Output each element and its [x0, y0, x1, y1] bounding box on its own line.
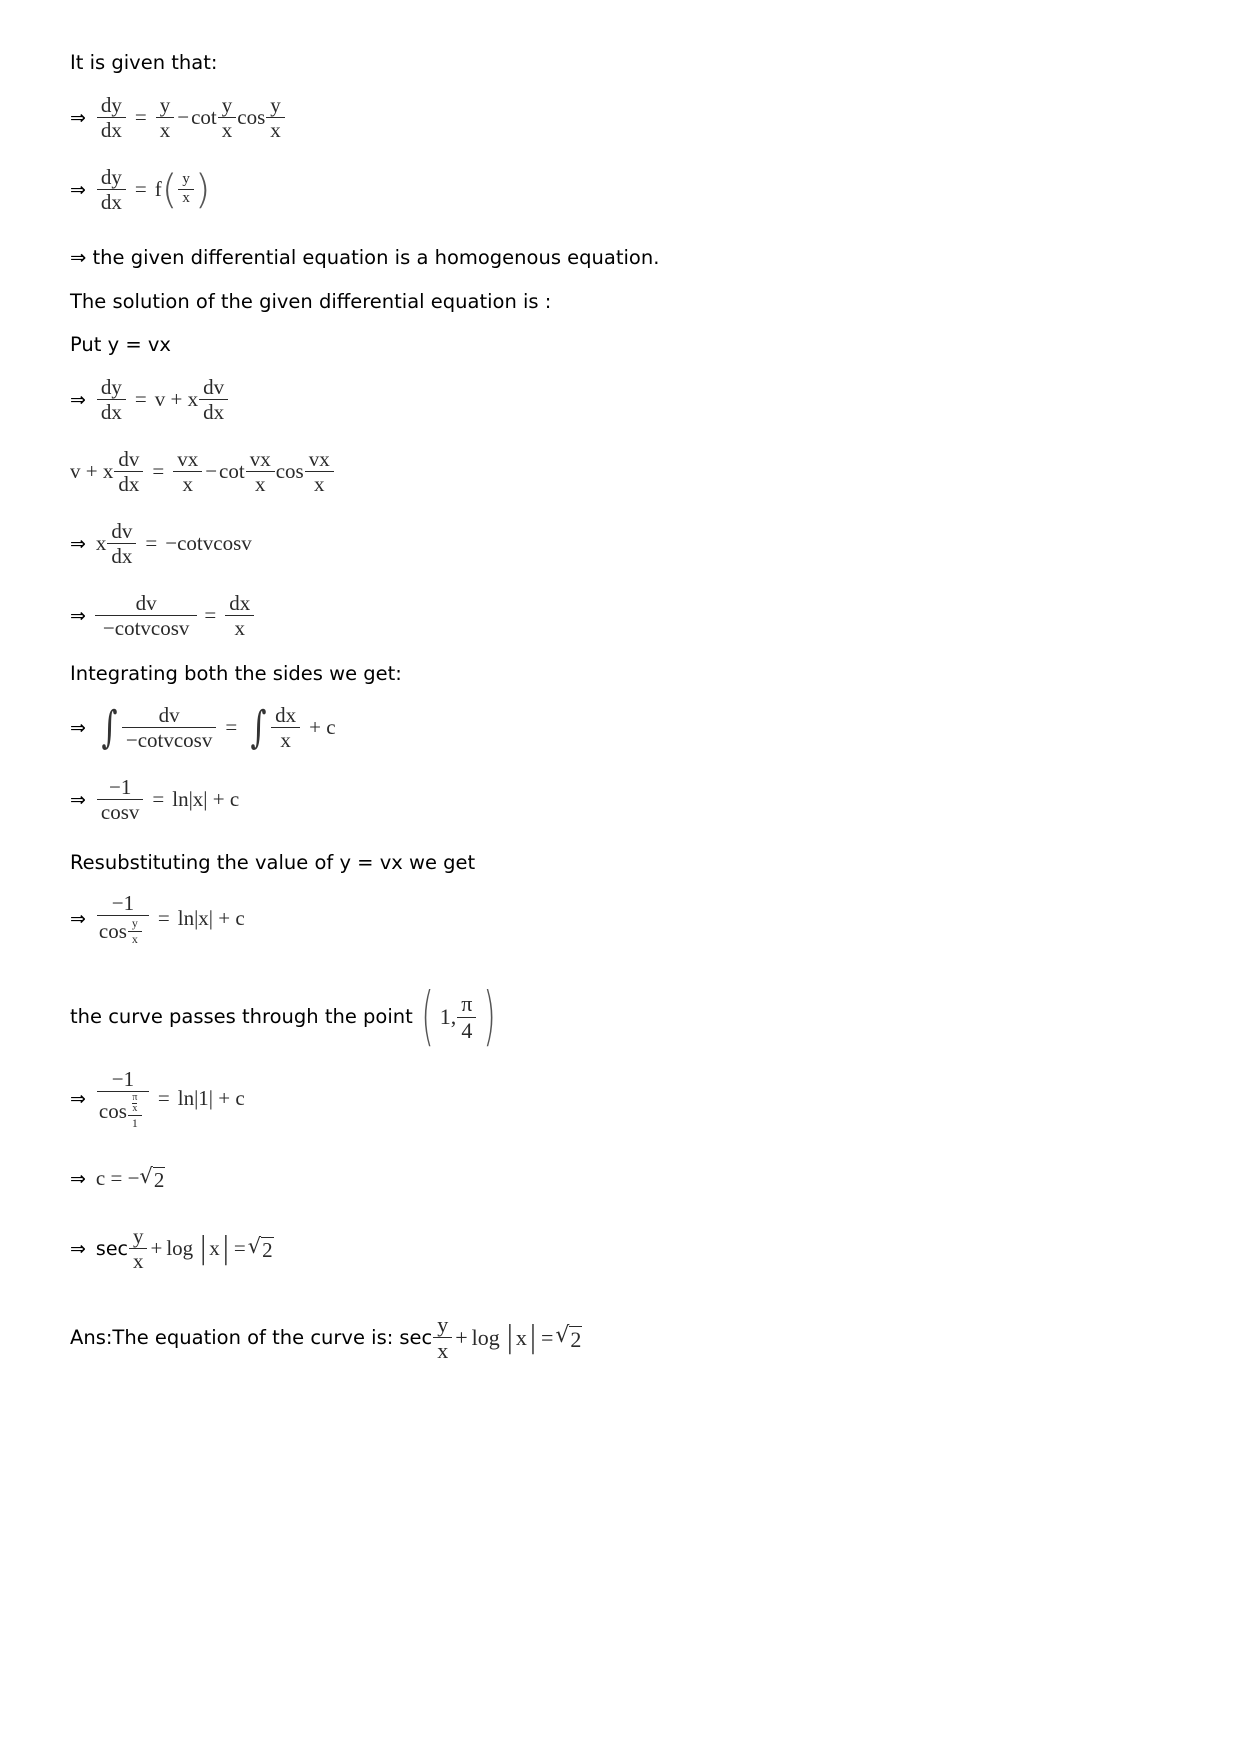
minus-cotvcosv: −cotvcosv	[165, 531, 252, 556]
equation-5	[70, 520, 252, 567]
plus-sign: +	[455, 1324, 468, 1350]
sec-function: sec	[95, 1237, 128, 1260]
numerator: dy	[100, 375, 122, 399]
log-function: log	[166, 1236, 194, 1261]
equation-4	[70, 448, 335, 495]
ln-x-plus-c: ln|x| + c	[172, 787, 240, 812]
point-expression	[415, 980, 503, 1054]
ln-1-plus-c: ln|1| + c	[177, 1086, 245, 1111]
implies-arrow: ⇒	[70, 178, 86, 201]
text-answer	[70, 1313, 582, 1362]
numerator: −1	[111, 1067, 135, 1091]
denominator: dx	[97, 399, 126, 423]
left-paren: (	[161, 166, 178, 213]
equals-sign: =	[152, 787, 165, 812]
fraction-y-x	[131, 1225, 146, 1272]
fraction-dv-dx	[201, 376, 226, 423]
radical-sign: √	[555, 1322, 570, 1348]
radicand: 2	[262, 1238, 273, 1263]
denominator: x	[305, 471, 334, 495]
numerator: y	[270, 93, 281, 117]
abs-bar-right: |	[527, 1319, 538, 1355]
minus-sign: −	[177, 105, 190, 130]
equation-11	[70, 1164, 165, 1193]
left-paren: (	[421, 980, 434, 1054]
numerator: y	[132, 1224, 144, 1248]
text-given: It is given that:	[70, 51, 218, 74]
denominator: x	[173, 471, 202, 495]
document-page	[70, 0, 1170, 1755]
text-resubstituting: Resubstituting the value of y = vx we get	[70, 851, 476, 874]
implies-arrow: ⇒	[70, 604, 86, 627]
fraction-dx-x	[227, 592, 252, 639]
equals-sign: =	[225, 715, 238, 740]
equals-sign: =	[134, 105, 147, 130]
text-solution: The solution of the given differential equation is :	[70, 290, 552, 313]
variable-x: x	[209, 1236, 220, 1261]
numerator: dv	[203, 375, 225, 399]
numerator: dv	[111, 519, 133, 543]
answer-expression	[432, 1313, 582, 1362]
abs-bar-left: |	[504, 1319, 515, 1355]
equation-8	[70, 776, 239, 823]
fraction-minus1-cos-pi	[99, 1068, 147, 1130]
numerator: dx	[229, 591, 251, 615]
denominator: x	[271, 727, 300, 751]
sec-function: sec	[399, 1325, 433, 1349]
equation-2	[70, 166, 210, 213]
denominator: x	[225, 615, 254, 639]
abs-bar-left: |	[198, 1230, 209, 1266]
ln-x-plus-c: ln|x| + c	[177, 906, 245, 931]
curve-passes-label: the curve passes through the point	[70, 1005, 413, 1028]
denominator: dx	[199, 399, 228, 423]
denominator: cosv	[97, 799, 144, 823]
cot-function: cot	[219, 459, 245, 484]
implies-arrow: ⇒	[70, 716, 86, 739]
denominator: dx	[114, 471, 143, 495]
denominator: dx	[97, 117, 126, 141]
implies-arrow: ⇒	[70, 388, 86, 411]
function-f: f	[154, 177, 162, 202]
denominator: x	[129, 1248, 148, 1272]
text-put: Put y = vx	[70, 333, 171, 356]
fraction-pi-x-over-1	[130, 1093, 140, 1130]
implies-arrow: ⇒	[70, 788, 86, 811]
equals-sign: =	[152, 459, 165, 484]
equals-sign: =	[540, 1324, 554, 1350]
numerator: dv	[118, 447, 140, 471]
fraction-dv-dx	[109, 520, 134, 567]
numerator: y	[159, 93, 171, 117]
denominator: x	[433, 1337, 452, 1362]
denominator: x	[246, 471, 275, 495]
equation-3	[70, 376, 229, 423]
equals-sign: =	[157, 906, 170, 931]
numerator: y	[437, 1312, 449, 1337]
abs-bar-right: |	[220, 1230, 231, 1266]
fraction-pi-4	[459, 992, 474, 1041]
implies-arrow: ⇒	[70, 907, 86, 930]
equals-sign: =	[134, 387, 147, 412]
equation-1	[70, 94, 286, 141]
denominator: x	[156, 117, 175, 141]
denominator: −cotvcosv	[122, 727, 217, 751]
numerator: y	[182, 171, 190, 188]
integral-sign: ∫	[250, 701, 267, 753]
denominator: x	[178, 189, 194, 207]
fraction-dx-x	[273, 704, 298, 751]
implies-arrow: ⇒	[70, 106, 86, 129]
denominator	[97, 915, 149, 945]
implies-arrow: ⇒	[70, 1167, 86, 1190]
numerator: y	[131, 916, 138, 931]
numerator	[130, 1093, 139, 1115]
fraction-dv-over-cotvcosv	[124, 704, 215, 751]
c-equals: c = −	[95, 1166, 140, 1190]
denominator: dx	[107, 543, 136, 567]
fraction-minus1-cosv	[99, 776, 142, 823]
equation-10	[70, 1068, 245, 1130]
answer-label: Ans:The equation of the curve is:	[70, 1325, 394, 1349]
numerator: −1	[109, 775, 132, 799]
square-root	[139, 1164, 165, 1193]
implies-arrow: ⇒	[70, 532, 86, 555]
point-x: 1,	[439, 1004, 457, 1029]
pi-symbol: π	[132, 1092, 138, 1104]
numerator: dy	[100, 93, 122, 117]
cos-function: cos	[237, 105, 266, 130]
fraction-y-x	[435, 1313, 450, 1362]
variable-x: x	[95, 531, 107, 556]
equation-12	[70, 1225, 274, 1272]
numerator: vx	[249, 447, 271, 471]
numerator: dy	[100, 165, 122, 189]
minus-sign: −	[205, 459, 218, 484]
plus-sign: +	[150, 1236, 163, 1261]
plus-c: + c	[309, 715, 336, 740]
numerator: dx	[275, 703, 297, 727]
denominator: x	[218, 117, 237, 141]
log-function: log	[471, 1324, 500, 1350]
square-root	[555, 1323, 582, 1353]
implies-arrow: ⇒	[70, 1087, 86, 1110]
cos-function: cos	[275, 459, 304, 484]
denominator: dx	[97, 189, 126, 213]
numerator: dv	[158, 703, 180, 727]
numerator: π	[461, 991, 473, 1017]
variable-x: x	[132, 1103, 138, 1115]
radical-sign: √	[139, 1164, 153, 1188]
fraction-y-x	[180, 172, 192, 207]
fraction-dv-dx	[116, 448, 141, 495]
fraction-dy-dx	[99, 94, 124, 141]
right-paren: )	[194, 166, 211, 213]
equals-sign: =	[204, 603, 217, 628]
cos-function: cos	[98, 1099, 127, 1124]
numerator: vx	[177, 447, 199, 471]
equals-sign: =	[134, 177, 147, 202]
text-curve-passes	[70, 980, 502, 1054]
equation-6	[70, 592, 255, 639]
numerator: y	[221, 93, 233, 117]
equals-sign: =	[145, 531, 158, 556]
v-plus-x: v + x	[70, 459, 114, 484]
text-homogenous: ⇒ the given differential equation is a homogenous equation.	[70, 246, 660, 269]
implies-arrow: ⇒	[70, 1237, 86, 1260]
right-paren: )	[483, 980, 497, 1054]
fraction-vx-x	[248, 448, 273, 495]
text-integrating: Integrating both the sides we get:	[70, 662, 402, 685]
equals-sign: =	[157, 1086, 170, 1111]
fraction-y-x	[220, 94, 235, 141]
radical-sign: √	[247, 1234, 262, 1259]
fraction-vx-x	[307, 448, 332, 495]
v-plus-x: v + x	[154, 387, 199, 412]
radicand: 2	[570, 1326, 582, 1352]
radicand: 2	[153, 1168, 165, 1192]
denominator: 4	[457, 1017, 476, 1042]
denominator: −cotvcosv	[95, 615, 198, 639]
integral-sign: ∫	[101, 701, 118, 753]
fraction-y-x	[268, 94, 283, 141]
fraction-dy-dx	[99, 166, 124, 213]
fraction-dv-over-cotvcosv	[99, 592, 194, 639]
denominator: x	[128, 931, 142, 946]
numerator: vx	[308, 447, 330, 471]
square-root	[248, 1234, 274, 1263]
denominator: 1	[128, 1115, 142, 1130]
equation-7	[70, 701, 336, 753]
denominator: x	[266, 117, 285, 141]
cot-function: cot	[191, 105, 217, 130]
equation-9	[70, 892, 245, 945]
cos-function: cos	[98, 919, 127, 944]
variable-x: x	[515, 1324, 527, 1350]
fraction-vx-x	[175, 448, 200, 495]
fraction-dy-dx	[99, 376, 124, 423]
fraction-y-x	[158, 94, 173, 141]
denominator	[97, 1091, 149, 1130]
numerator: dv	[135, 591, 157, 615]
fraction-minus1-cos-yx	[99, 892, 147, 945]
fraction-y-x	[130, 917, 140, 945]
numerator: −1	[111, 891, 135, 915]
equals-sign: =	[233, 1236, 246, 1261]
